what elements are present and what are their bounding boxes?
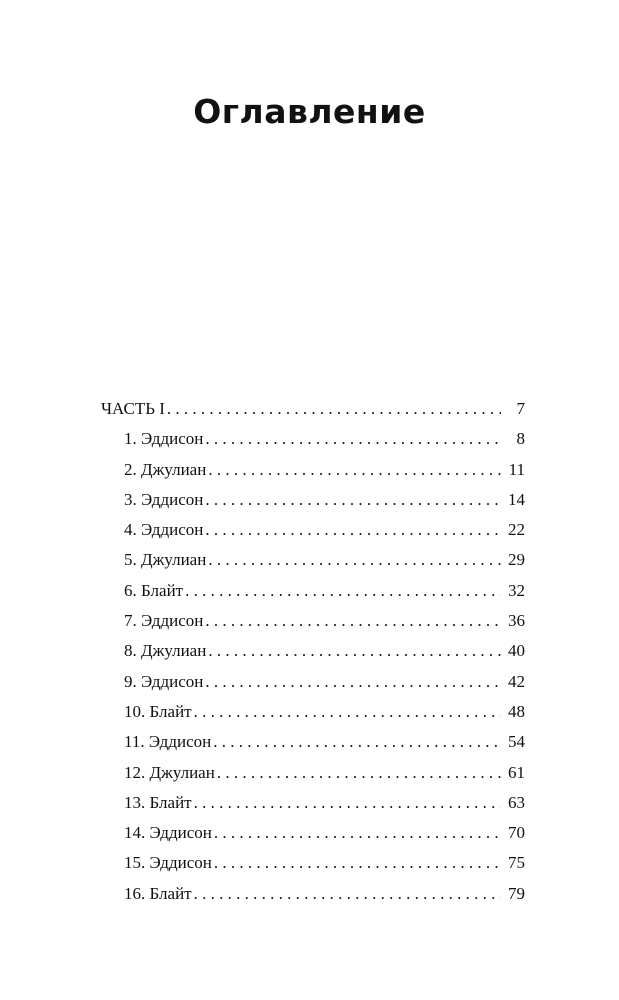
toc-entry-page-number: 11 — [508, 459, 525, 479]
dot-leader — [165, 394, 501, 424]
dot-leader — [203, 515, 501, 545]
toc-entry-page-number: 54 — [508, 732, 525, 752]
toc-entry-chapter[interactable] — [0, 667, 525, 697]
toc-entry-label: 5. Джулиан — [124, 550, 207, 570]
dot-leader — [192, 788, 501, 818]
toc-entry-page-number: 79 — [508, 883, 525, 903]
toc-entry-page-number: 70 — [508, 823, 525, 843]
dot-leader — [212, 848, 501, 878]
toc-entry-page-number: 40 — [508, 641, 525, 661]
dot-leader — [206, 636, 501, 666]
toc-entry-chapter[interactable] — [0, 606, 525, 636]
toc-entry-label: 16. Блайт — [124, 883, 192, 903]
toc-entry-chapter[interactable] — [0, 788, 525, 818]
toc-entry-page-number: 14 — [508, 489, 525, 509]
table-of-contents — [0, 394, 619, 909]
toc-entry-chapter[interactable] — [0, 576, 525, 606]
dot-leader — [183, 576, 501, 606]
toc-entry-label: 3. Эддисон — [124, 489, 204, 509]
toc-entry-chapter[interactable] — [0, 485, 525, 515]
dot-leader — [203, 424, 501, 454]
toc-entry-chapter[interactable] — [0, 879, 525, 909]
toc-entry-chapter[interactable] — [0, 545, 525, 575]
toc-entry-label: 7. Эддисон — [124, 611, 204, 631]
dot-leader — [192, 697, 501, 727]
dot-leader — [203, 606, 501, 636]
toc-entry-label: 15. Эддисон — [124, 853, 212, 873]
toc-entry-label: 14. Эддисон — [124, 823, 212, 843]
toc-entry-part-1[interactable] — [0, 394, 525, 424]
toc-entry-page-number: 7 — [516, 399, 525, 418]
toc-entry-page-number: 22 — [508, 520, 525, 540]
dot-leader — [215, 758, 501, 788]
dot-leader — [211, 727, 501, 757]
dot-leader — [192, 879, 501, 909]
toc-entry-chapter[interactable] — [0, 515, 525, 545]
toc-entry-label: 12. Джулиан — [124, 762, 215, 782]
dot-leader — [203, 667, 501, 697]
dot-leader — [206, 545, 501, 575]
toc-entry-chapter[interactable] — [0, 758, 525, 788]
toc-entry-label: 9. Эддисон — [124, 671, 204, 691]
toc-entry-label: 11. Эддисон — [124, 732, 212, 752]
toc-entry-page-number: 42 — [508, 671, 525, 691]
toc-entry-chapter[interactable] — [0, 455, 525, 485]
toc-entry-page-number: 8 — [516, 429, 525, 449]
dot-leader — [206, 455, 501, 485]
toc-entry-page-number: 48 — [508, 701, 525, 721]
toc-entry-chapter[interactable] — [0, 848, 525, 878]
toc-entry-label: ЧАСТЬ I — [101, 399, 165, 418]
toc-entry-label: 2. Джулиан — [124, 459, 207, 479]
toc-entry-chapter[interactable] — [0, 636, 525, 666]
toc-entry-label: 4. Эддисон — [124, 520, 204, 540]
toc-entry-label: 13. Блайт — [124, 792, 192, 812]
toc-entry-chapter[interactable] — [0, 818, 525, 848]
toc-entry-page-number: 75 — [508, 853, 525, 873]
toc-entry-label: 8. Джулиан — [124, 641, 207, 661]
page-title: Оглавление — [193, 92, 426, 131]
dot-leader — [212, 818, 501, 848]
toc-entry-label: 1. Эддисон — [124, 429, 204, 449]
toc-entry-label: 10. Блайт — [124, 701, 192, 721]
toc-entry-chapter[interactable] — [0, 727, 525, 757]
toc-entry-page-number: 29 — [508, 550, 525, 570]
toc-entry-chapter[interactable] — [0, 697, 525, 727]
toc-entry-label: 6. Блайт — [124, 580, 184, 600]
toc-entry-page-number: 32 — [508, 580, 525, 600]
toc-entry-page-number: 36 — [508, 611, 525, 631]
dot-leader — [203, 485, 501, 515]
toc-entry-chapter[interactable] — [0, 424, 525, 454]
toc-entry-page-number: 63 — [508, 792, 525, 812]
toc-entry-page-number: 61 — [508, 762, 525, 782]
